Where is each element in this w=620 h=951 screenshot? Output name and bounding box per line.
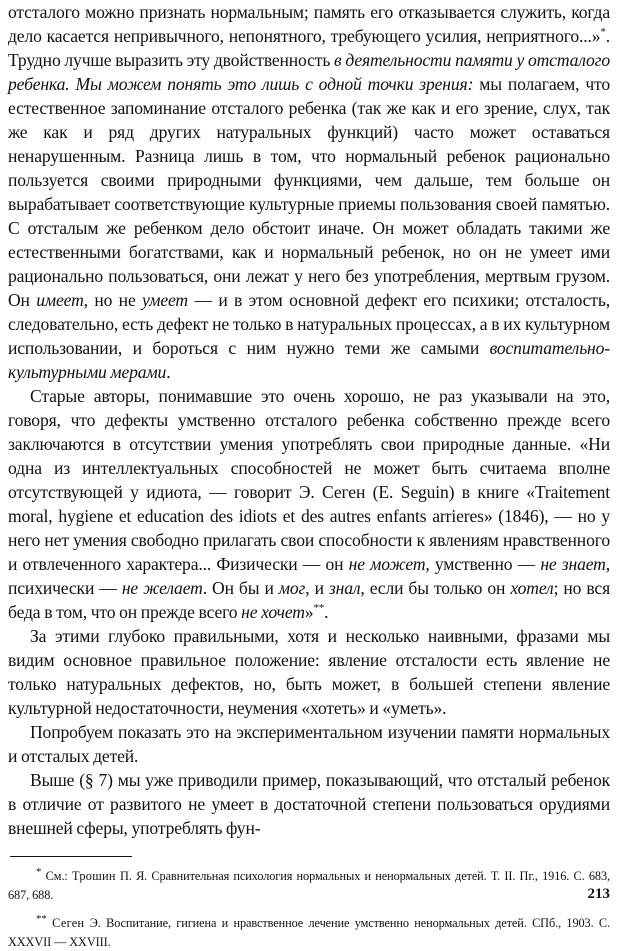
author-name: Трошин [72, 869, 116, 883]
footnotes [8, 867, 610, 951]
text-run: ; но вся беда в том, что он прежде всего [8, 578, 611, 622]
italic-run: знал [328, 578, 361, 598]
text-run: , психически — [8, 554, 610, 598]
paragraph-5: Выше (§ 7) мы уже приводили пример, показывающий, что отсталый ребенок в отличие от развитого не умеет в достаточной степени пользоваться орудиями внешней сферы, употреблять фун- [8, 770, 610, 838]
italic-run: не знает [540, 554, 606, 574]
italic-run: умеет [142, 290, 188, 310]
main-text [8, 0, 610, 840]
text-run: , и [305, 578, 329, 598]
italic-run: не может [348, 554, 426, 574]
text-run: . [166, 362, 171, 382]
footnote-ref-2: ** [313, 602, 325, 615]
footnote-1 [8, 867, 610, 904]
text-run: , если бы только он [360, 578, 511, 598]
text-run: См.: [41, 869, 73, 883]
footnote-2 [8, 914, 610, 951]
text-run: П. Я. Сравнительная психология нормальных и ненормальных детей. Т. II. Пг., 1916. С. 683, 687, 688. [8, 869, 610, 902]
text-run: — и в этом основной дефект его психики; отсталость, следовательно, есть дефект не только в натуральных процессах, а в их культурном использовании, и бороться с ним нужно теми же самыми [8, 290, 610, 358]
paragraph-4: Попробуем показать это на экспериментальном изучении памяти нормальных и отсталых детей. [8, 722, 610, 766]
text-run: . Он бы и [202, 578, 279, 598]
text-run: Э. Воспитание, гигиена и нравственное лечение умственно ненормальных детей. СПб., 1903. С. XXXVII — XXVIII. [8, 916, 611, 949]
italic-run: мог [278, 578, 306, 598]
italic-run: имеет [36, 290, 84, 310]
footnote-divider [10, 856, 132, 857]
paragraph-1 [8, 0, 610, 384]
text-run: Старые авторы, понимавшие это очень хорошо, не раз указывали на это, говоря, что дефекты умственно отсталого ребенка собственно прежде всего заключаются в отсутствии умения употреблять свои природные данные. «Ни одна из интеллектуальных способностей не может быть считаема вполне отсутствующей у идиота, — говорит Э. Сеген (E. Seguin) в книге «Traitement moral, hygiene et education des idiots et des autres enfants arrieres» (1846), — но у него нет умения свободно прилагать свои способности к явлениям нравственного и отвлеченного характера... Физически — он [8, 386, 610, 574]
text-run: , умственно — [425, 554, 541, 574]
footnote-mark: * [36, 865, 42, 878]
paragraph-3: За этими глубоко правильными, хотя и несколько наивными, фразами мы видим основное правильное положение: явление отсталости есть явление не только натуральных дефектов, но, быть может, в большей степени явление культурной недостаточности, неумения «хотеть» и «уметь». [8, 626, 610, 718]
text-run: мы полагаем, что естественное запоминание отсталого ребенка (так же как и его зрение, слух, так же как и ряд других натуральных функций) часто может оставаться ненарушенным. Разница лишь в том, что нормальный ребенок рационально пользуется своими природными функциями, чем дальше, тем больше он вырабатывает соответствующие культурные приемы пользования своей памятью. С отсталым же ребенком дело обстоит иначе. Он может обладать такими же естественными богатствами, как и нормальный ребенок, но он не умеет ими рационально пользоваться, они лежат у него без употребления, мертвым грузом. Он [8, 74, 610, 310]
italic-run: не желает [121, 578, 203, 598]
text-run: » [304, 602, 314, 622]
italic-run: не хочет [241, 602, 305, 622]
italic-run: хотел [510, 578, 554, 598]
footnote-ref-1: * [600, 26, 606, 39]
italic-run: воспитательно-культурными мерами [8, 338, 610, 382]
page-number: 213 [587, 886, 610, 902]
text-run: , но не [83, 290, 143, 310]
author-name: Сеген [52, 916, 85, 930]
text-run: отсталого можно признать нормальным; память его отказывается служить, когда дело касается непривычного, непонятного, требующего усилия, неприятного...» [8, 2, 610, 46]
paragraph-2 [8, 384, 610, 624]
footnote-mark: ** [36, 912, 47, 925]
italic-run: в деятельности памяти у отсталого ребенка. Мы можем понять это лишь с одной точки зрения: [8, 50, 610, 94]
text-run: . [324, 602, 329, 622]
text-run: . Трудно лучше выразить эту двойственность [8, 26, 610, 70]
